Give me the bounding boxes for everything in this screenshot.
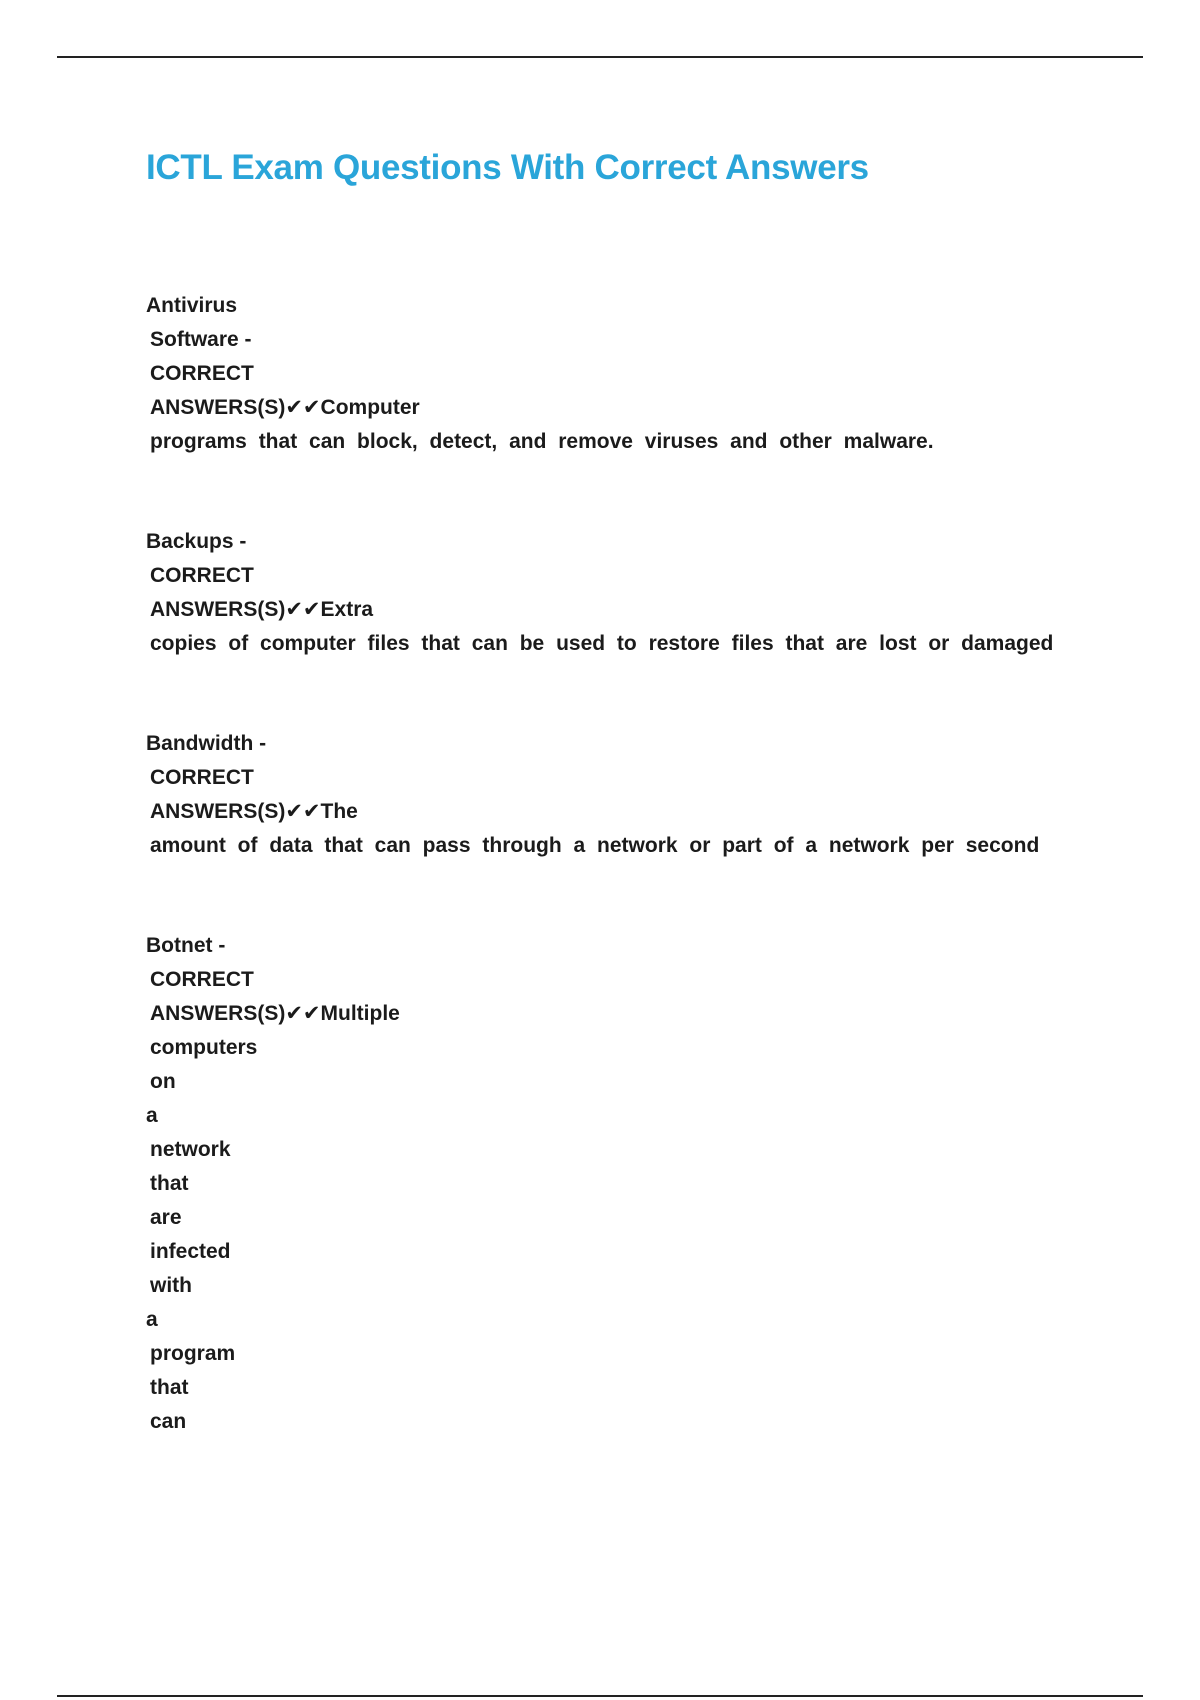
qa-entry-botnet [146, 929, 400, 1439]
term-label: Bandwidth - [146, 732, 267, 755]
answer-first-word: The [320, 800, 358, 823]
answers-marker: ANSWERS(S)✔✔ [150, 800, 321, 823]
answer-word: can [150, 1410, 187, 1433]
answer-text: programs that can block, detect, and remove viruses and other malware. [150, 430, 934, 453]
answer-word: that [150, 1172, 189, 1195]
answer-first-word: Computer [320, 396, 420, 419]
term-label: Botnet - [146, 934, 226, 957]
answers-marker-line [146, 593, 1053, 627]
answer-word: are [150, 1206, 182, 1229]
document-title: ICTL Exam Questions With Correct Answers [146, 148, 869, 187]
qa-entry-antivirus [146, 289, 934, 459]
answers-marker: ANSWERS(S)✔✔ [150, 1002, 321, 1025]
answer-word: that [150, 1376, 189, 1399]
answers-marker-line [146, 997, 400, 1031]
answer-text: copies of computer files that can be used to restore files that are lost or damaged [150, 632, 1054, 655]
qa-entry-bandwidth [146, 727, 1039, 863]
qa-entry-backups [146, 525, 1053, 661]
correct-marker: CORRECT [150, 362, 254, 385]
top-rule [57, 56, 1143, 58]
answer-word: network [150, 1138, 231, 1161]
answer-word: program [150, 1342, 236, 1365]
term-label-continued: Software - [150, 328, 252, 351]
answer-word: with [150, 1274, 192, 1297]
bottom-rule [57, 1695, 1143, 1697]
term-label: Antivirus [146, 294, 238, 317]
answers-marker: ANSWERS(S)✔✔ [150, 598, 321, 621]
correct-marker: CORRECT [150, 766, 254, 789]
correct-marker: CORRECT [150, 968, 254, 991]
answers-marker-line [146, 391, 934, 425]
answer-first-word: Multiple [320, 1002, 400, 1025]
answers-marker-line [146, 795, 1039, 829]
answer-word: a [146, 1104, 158, 1127]
answer-word: computers [150, 1036, 258, 1059]
answers-marker: ANSWERS(S)✔✔ [150, 396, 321, 419]
answer-word: a [146, 1308, 158, 1331]
term-label: Backups - [146, 530, 247, 553]
answer-word: on [150, 1070, 176, 1093]
answer-text: amount of data that can pass through a network or part of a network per second [150, 834, 1040, 857]
answer-first-word: Extra [320, 598, 374, 621]
correct-marker: CORRECT [150, 564, 254, 587]
answer-word: infected [150, 1240, 231, 1263]
